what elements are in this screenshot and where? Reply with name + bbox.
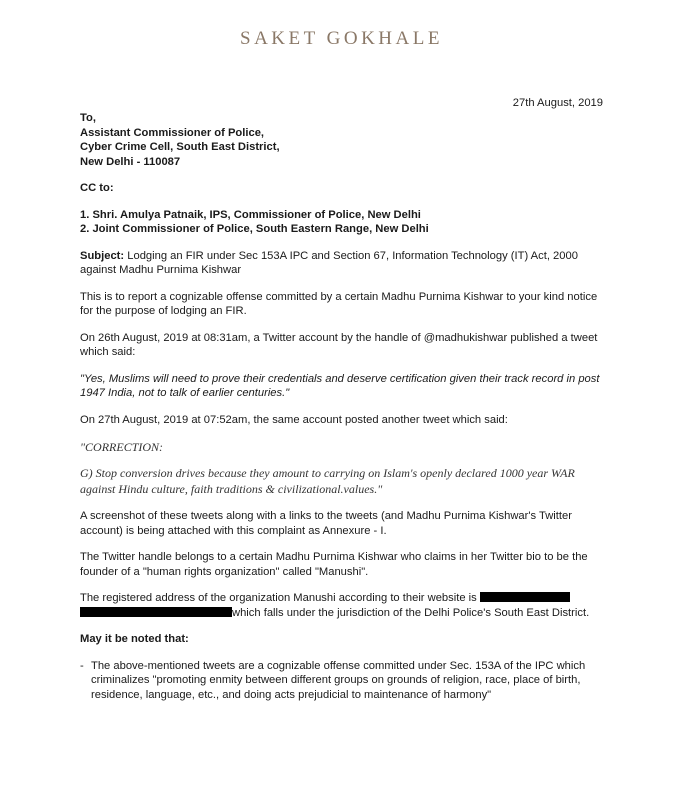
recipient-line: Cyber Crime Cell, South East District,	[80, 141, 280, 153]
cc-item: 1. Shri. Amulya Patnaik, IPS, Commissioner of Police, New Delhi	[80, 208, 421, 221]
paragraph-address	[80, 591, 610, 620]
subject	[80, 249, 610, 278]
recipient-block	[80, 111, 610, 169]
paragraph: This is to report a cognizable offense committed by a certain Madhu Purnima Kishwar to your kind notice for the purpose of lodging an FIR.	[80, 290, 598, 317]
subject-label: Subject:	[80, 249, 125, 262]
tweet-quote-heading: "CORRECTION:	[80, 440, 164, 454]
list-marker: -	[80, 659, 84, 672]
redaction-bar	[480, 592, 570, 602]
subject-text: Lodging an FIR under Sec 153A IPC and Section 67, Information Technology (IT) Act, 2000 against Madhu Purnima Kishwar	[80, 249, 578, 276]
list-item-text: The above-mentioned tweets are a cognizable offense committed under Sec. 153A of the IPC which criminalizes "promoting enmity between different groups on grounds of religion, race, place of birth, residence, language, etc., and doing acts prejudicial to maintenance of harmony"	[91, 659, 586, 701]
noted-heading: May it be noted that:	[80, 633, 189, 645]
tweet-quote: "Yes, Muslims will need to prove their credentials and deserve certification given their track record in post 1947 India, not to talk of earlier centuries."	[80, 372, 600, 399]
paragraph: The Twitter handle belongs to a certain Madhu Purnima Kishwar who claims in her Twitter bio to be the founder of a "human rights organization" called "Manushi".	[80, 551, 588, 578]
paragraph: On 27th August, 2019 at 07:52am, the same account posted another tweet which said:	[80, 413, 508, 426]
recipient-to: To,	[80, 112, 96, 124]
cc-heading: CC to:	[80, 182, 114, 194]
paragraph: A screenshot of these tweets along with a links to the tweets (and Madhu Purnima Kishwar's Twitter account) is being attached with this complaint as Annexure - I.	[80, 510, 572, 537]
recipient-line: Assistant Commissioner of Police,	[80, 126, 265, 139]
letter-body	[80, 111, 610, 702]
paragraph: On 26th August, 2019 at 08:31am, a Twitter account by the handle of @madhukishwar published a tweet which said:	[80, 331, 598, 358]
letter-date: 27th August, 2019	[512, 97, 603, 109]
cc-list	[80, 208, 610, 237]
recipient-line: New Delhi - 110087	[80, 155, 181, 168]
list-item	[80, 659, 610, 703]
redaction-bar	[80, 607, 232, 617]
letterhead: SAKET GOKHALE	[240, 28, 443, 49]
address-text-start: The registered address of the organization Manushi according to their website is	[80, 592, 480, 604]
tweet-quote: G) Stop conversion drives because they amount to carrying on Islam's openly declared 1000 year WAR against Hindu culture, faith traditions & civilizational.values."	[80, 466, 575, 496]
address-text-end: which falls under the jurisdiction of the Delhi Police's South East District.	[232, 606, 590, 619]
cc-item: 2. Joint Commissioner of Police, South Eastern Range, New Delhi	[80, 223, 429, 235]
